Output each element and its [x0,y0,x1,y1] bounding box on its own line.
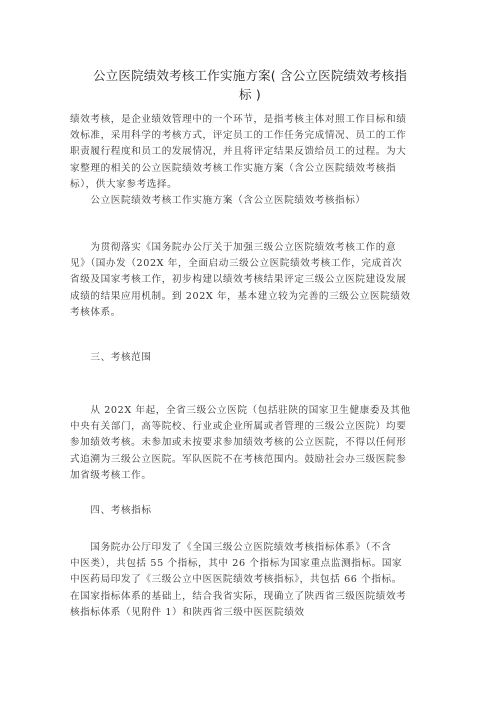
intro-line: 家整理的相关的公立医院绩效考核工作实施方案（含公立医院绩效考核指 [70,162,397,174]
section-heading: 三、考核范围 [70,352,152,363]
paragraph-line: 省级及国家考核工作，初步构建以绩效考核结果评定三级公立医院建设发展 [70,274,407,286]
paragraph-line: 考核体系。 [70,306,121,318]
section-heading-scope [70,350,442,366]
intro-line: 绩效考核，是企业绩效管理中的一个环节，是指考核主体对照工作目标和绩 [70,114,407,125]
paragraph-line: 中医药局印发了《三级公立中医医院绩效考核指标》，共包括 66 个指标。 [70,574,402,586]
paragraph-line: 核指标体系（见附件 1）和陕西省三级中医医院绩效 [70,606,305,618]
paragraph-scope [70,403,442,484]
paragraph-line: 为贯彻落实《国务院办公厅关于加强三级公立医院绩效考核工作的意 [70,242,397,253]
intro-line: 标），供大家参考选择。 [70,178,178,190]
intro-line: 职责履行程度和员工的发展情况，并且将评定结果反馈给员工的过程。为大 [70,146,407,158]
paragraph-line: 加省级考核工作。 [70,469,152,481]
intro-line: 效标准，采用科学的考核方式，评定员工的工作任务完成情况、员工的工作 [70,130,407,142]
paragraph-line: 在国家指标体系的基础上，结合我省实际，现确立了陕西省三级医院绩效考 [70,590,407,602]
section-heading: 四、考核指标 [70,505,152,516]
paragraph-implementation [70,240,442,321]
paragraph-line: 国务院办公厅印发了《全国三级公立医院绩效考核指标体系》（不含 [70,542,392,553]
paragraph-line: 从 202X 年起，全省三级公立医院（包括驻陕的国家卫生健康委及其他 [70,405,411,416]
title-line-2: 标 ) [239,87,261,102]
intro-paragraph [70,112,442,209]
paragraph-line: 参加绩效考核。未参加或未按要求参加绩效考核的公立医院，不得以任何形 [70,437,407,449]
paragraph-line: 式追溯为三级公立医院。军队医院不在考核范围内。鼓励社会办三级医院参 [70,453,407,465]
title-line-1: 公立医院绩效考核工作实施方案( 含公立医院绩效考核指 [92,68,408,83]
paragraph-line: 中医类），共包括 55 个指标，其中 26 个指标为国家重点监测指标。国家 [70,558,403,570]
document-title [70,66,430,104]
paragraph-line: 成绩的结果应用机制。到 202X 年，基本建立较为完善的三级公立医院绩效 [70,290,411,302]
intro-subtitle-line: 公立医院绩效考核工作实施方案（含公立医院绩效考核指标） [70,195,366,207]
paragraph-line: 见》（国办发（202X 年，全面启动三级公立医院绩效考核工作，完成首次 [70,258,403,270]
paragraph-line: 中央有关部门，高等院校、行业或企业所属或者管理的三级公立医院）均要 [70,421,407,433]
section-heading-indicators [70,503,442,519]
paragraph-indicators [70,540,442,621]
